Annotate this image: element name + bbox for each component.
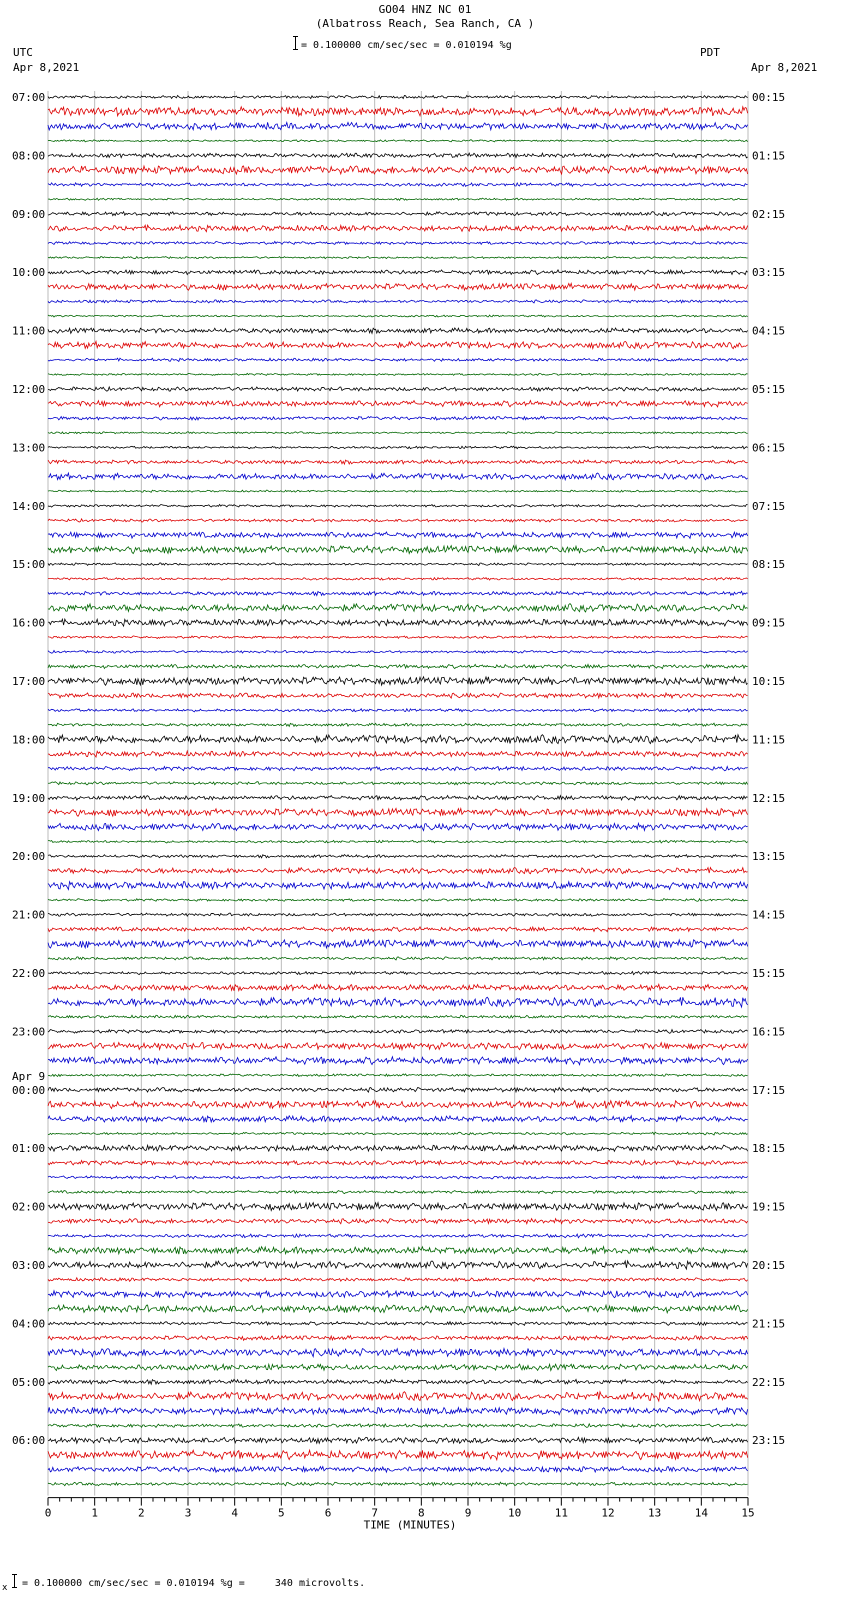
utc-hour-label: 16:00 xyxy=(12,616,46,630)
seismic-trace xyxy=(48,225,748,232)
seismic-trace xyxy=(48,122,748,130)
seismic-trace xyxy=(48,971,748,974)
seismic-trace xyxy=(48,867,748,873)
seismic-trace xyxy=(48,840,748,843)
seismic-trace xyxy=(48,1450,748,1460)
pdt-hour-label: 08:15 xyxy=(752,558,786,572)
seismic-trace xyxy=(48,473,748,480)
seismic-trace xyxy=(48,519,748,522)
seismic-trace xyxy=(48,358,748,361)
seismic-trace xyxy=(48,767,748,771)
seismic-trace xyxy=(48,1043,748,1050)
seismic-trace xyxy=(48,1101,748,1109)
seismic-trace xyxy=(48,940,748,948)
seismic-trace xyxy=(48,1437,748,1443)
utc-hour-label: 01:00 xyxy=(12,1142,46,1156)
seismic-trace xyxy=(48,636,748,639)
utc-hour-label: 15:00 xyxy=(12,558,46,572)
pdt-hour-label: 06:15 xyxy=(752,441,786,455)
x-tick-label: 8 xyxy=(418,1506,425,1520)
utc-hour-label: 06:00 xyxy=(12,1434,46,1448)
seismic-trace xyxy=(48,723,748,726)
seismic-trace xyxy=(48,1057,748,1065)
pdt-hour-label: 07:15 xyxy=(752,499,786,513)
seismic-trace xyxy=(48,270,748,275)
seismic-trace xyxy=(48,619,748,626)
seismic-trace xyxy=(48,460,748,464)
seismic-trace xyxy=(48,1116,748,1122)
right-date: Apr 8,2021 xyxy=(751,61,818,74)
date-change-label: Apr 9 xyxy=(12,1069,46,1083)
pdt-hour-label: 18:15 xyxy=(752,1142,786,1156)
pdt-hour-label: 02:15 xyxy=(752,207,786,221)
utc-hour-label: 10:00 xyxy=(12,266,46,280)
seismic-trace xyxy=(48,140,748,142)
right-timezone: PDT xyxy=(700,46,720,59)
utc-hour-label: 07:00 xyxy=(12,91,46,104)
seismic-trace xyxy=(48,677,748,685)
seismic-trace xyxy=(48,283,748,290)
utc-hour-label: 08:00 xyxy=(12,149,46,163)
seismic-trace xyxy=(48,591,748,595)
seismic-trace xyxy=(48,241,748,244)
seismic-trace xyxy=(48,1160,748,1165)
utc-hour-label: 21:00 xyxy=(12,908,46,922)
seismic-trace xyxy=(48,183,748,187)
seismic-trace xyxy=(48,505,748,508)
seismic-trace xyxy=(48,796,748,801)
seismic-trace xyxy=(48,153,748,158)
seismic-trace xyxy=(48,257,748,259)
x-tick-label: 1 xyxy=(91,1506,98,1520)
seismic-trace xyxy=(48,563,748,566)
left-date: Apr 8,2021 xyxy=(13,61,80,74)
seismic-trace xyxy=(48,1176,748,1179)
seismic-trace xyxy=(48,1030,748,1034)
seismic-trace xyxy=(48,446,748,449)
seismic-trace xyxy=(48,751,748,757)
header-scale-text: = 0.100000 cm/sec/sec = 0.010194 %g xyxy=(301,40,512,51)
pdt-hour-label: 12:15 xyxy=(752,791,786,805)
seismic-trace xyxy=(48,1087,748,1092)
seismic-trace xyxy=(48,1145,748,1151)
utc-hour-label: 22:00 xyxy=(12,967,46,980)
utc-hour-label: 19:00 xyxy=(12,791,46,805)
seismic-trace xyxy=(48,328,748,333)
x-tick-label: 13 xyxy=(648,1506,662,1520)
utc-hour-label: 20:00 xyxy=(12,850,46,864)
seismic-trace xyxy=(48,1392,748,1401)
utc-hour-label: 02:00 xyxy=(12,1200,46,1214)
seismic-trace xyxy=(48,1015,748,1018)
station-location: (Albatross Reach, Sea Ranch, CA ) xyxy=(315,17,535,30)
seismic-trace xyxy=(48,341,748,348)
footer-scale-text: = 0.100000 cm/sec/sec = 0.010194 %g = 340 microvolts. xyxy=(22,1578,366,1589)
seismic-trace xyxy=(48,166,748,174)
seismic-trace xyxy=(48,1364,748,1370)
seismic-trace xyxy=(48,1190,748,1193)
pdt-hour-label: 22:15 xyxy=(752,1375,786,1389)
seismic-trace xyxy=(48,1074,748,1077)
seismic-trace xyxy=(48,855,748,858)
seismic-trace xyxy=(48,604,748,612)
utc-hour-label: 09:00 xyxy=(12,207,46,221)
pdt-hour-label: 03:15 xyxy=(752,266,786,280)
seismic-trace xyxy=(48,432,748,434)
utc-hour-label: 23:00 xyxy=(12,1025,46,1039)
seismic-trace xyxy=(48,1234,748,1238)
seismic-trace xyxy=(48,735,748,744)
pdt-hour-label: 14:15 xyxy=(752,908,786,922)
seismic-trace xyxy=(48,881,748,889)
pdt-hour-label: 00:15 xyxy=(752,91,786,104)
seismic-trace xyxy=(48,1348,748,1356)
pdt-hour-label: 11:15 xyxy=(752,733,786,747)
pdt-hour-label: 13:15 xyxy=(752,850,786,864)
seismic-trace xyxy=(48,401,748,407)
pdt-hour-label: 20:15 xyxy=(752,1259,786,1272)
pdt-hour-label: 04:15 xyxy=(752,324,786,338)
utc-hour-label: 05:00 xyxy=(12,1375,46,1389)
seismic-trace xyxy=(48,693,748,698)
seismic-trace xyxy=(48,1278,748,1282)
left-timezone: UTC xyxy=(13,46,33,59)
seismic-trace xyxy=(48,1407,748,1414)
seismic-trace xyxy=(48,212,748,216)
x-tick-label: 12 xyxy=(601,1506,615,1520)
seismic-trace xyxy=(48,1291,748,1298)
pdt-hour-label: 15:15 xyxy=(752,967,786,980)
x-axis-label: TIME (MINUTES) xyxy=(363,1518,457,1532)
seismic-trace xyxy=(48,1322,748,1326)
seismic-trace xyxy=(48,315,748,317)
utc-hour-label: 12:00 xyxy=(12,383,46,396)
x-tick-label: 7 xyxy=(371,1506,378,1520)
utc-hour-label: 18:00 xyxy=(12,733,46,747)
seismic-trace xyxy=(48,823,748,830)
seismic-trace xyxy=(48,1424,748,1428)
seismic-trace xyxy=(48,997,748,1007)
utc-hour-label: 03:00 xyxy=(12,1259,46,1272)
seismic-trace xyxy=(48,913,748,916)
seismic-trace xyxy=(48,578,748,581)
pdt-hour-label: 21:15 xyxy=(752,1317,786,1331)
x-tick-label: 4 xyxy=(231,1506,238,1520)
seismic-trace xyxy=(48,1219,748,1224)
x-tick-label: 0 xyxy=(44,1506,52,1520)
x-tick-label: 14 xyxy=(694,1506,708,1520)
pdt-hour-label: 01:15 xyxy=(752,149,786,163)
pdt-hour-label: 09:15 xyxy=(752,616,786,630)
seismic-trace xyxy=(48,808,748,816)
seismic-trace xyxy=(48,984,748,990)
seismic-trace xyxy=(48,1261,748,1269)
seismic-trace xyxy=(48,1132,748,1135)
pdt-hour-label: 19:15 xyxy=(752,1200,786,1214)
seismic-trace xyxy=(48,95,748,98)
x-tick-label: 6 xyxy=(324,1506,332,1520)
seismic-trace xyxy=(48,1379,748,1384)
seismic-trace xyxy=(48,532,748,538)
seismic-trace xyxy=(48,546,748,554)
seismic-trace xyxy=(48,899,748,902)
utc-hour-label: 04:00 xyxy=(12,1317,46,1331)
x-tick-label: 11 xyxy=(554,1506,568,1520)
seismic-trace xyxy=(48,198,748,200)
seismic-trace xyxy=(48,1336,748,1341)
pdt-hour-label: 05:15 xyxy=(752,383,786,396)
pdt-hour-label: 17:15 xyxy=(752,1083,786,1097)
utc-hour-label: 11:00 xyxy=(12,324,46,338)
seismic-trace xyxy=(48,416,748,420)
seismic-trace xyxy=(48,1482,748,1486)
pdt-hour-label: 16:15 xyxy=(752,1025,786,1039)
seismic-trace xyxy=(48,782,748,785)
x-tick-label: 9 xyxy=(464,1506,472,1520)
seismic-trace xyxy=(48,709,748,712)
seismic-trace xyxy=(48,1247,748,1255)
seismic-trace xyxy=(48,107,748,116)
x-tick-label: 5 xyxy=(278,1506,285,1520)
x-tick-label: 3 xyxy=(184,1506,192,1520)
seismic-trace xyxy=(48,387,748,391)
seismic-trace xyxy=(48,1203,748,1211)
seismic-trace xyxy=(48,957,748,960)
seismic-trace xyxy=(48,490,748,492)
pdt-hour-label: 23:15 xyxy=(752,1434,786,1448)
x-tick-label: 2 xyxy=(138,1506,145,1520)
seismic-trace xyxy=(48,651,748,654)
station-title: GO04 HNZ NC 01 xyxy=(378,3,472,16)
seismic-trace xyxy=(48,1466,748,1472)
pdt-hour-label: 10:15 xyxy=(752,675,786,688)
seismic-trace xyxy=(48,927,748,932)
footer-scale-bar-icon xyxy=(14,1574,15,1588)
utc-hour-label: 14:00 xyxy=(12,499,46,513)
seismic-trace xyxy=(48,300,748,303)
seismic-trace xyxy=(48,373,748,375)
utc-hour-label: 17:00 xyxy=(12,675,46,688)
x-tick-label: 15 xyxy=(741,1506,755,1520)
utc-hour-label: 00:00 xyxy=(12,1083,46,1097)
footer-marker: x xyxy=(2,1583,8,1593)
utc-hour-label: 13:00 xyxy=(12,441,46,455)
x-tick-label: 10 xyxy=(508,1506,522,1520)
seismic-trace xyxy=(48,1305,748,1313)
seismic-trace xyxy=(48,664,748,668)
